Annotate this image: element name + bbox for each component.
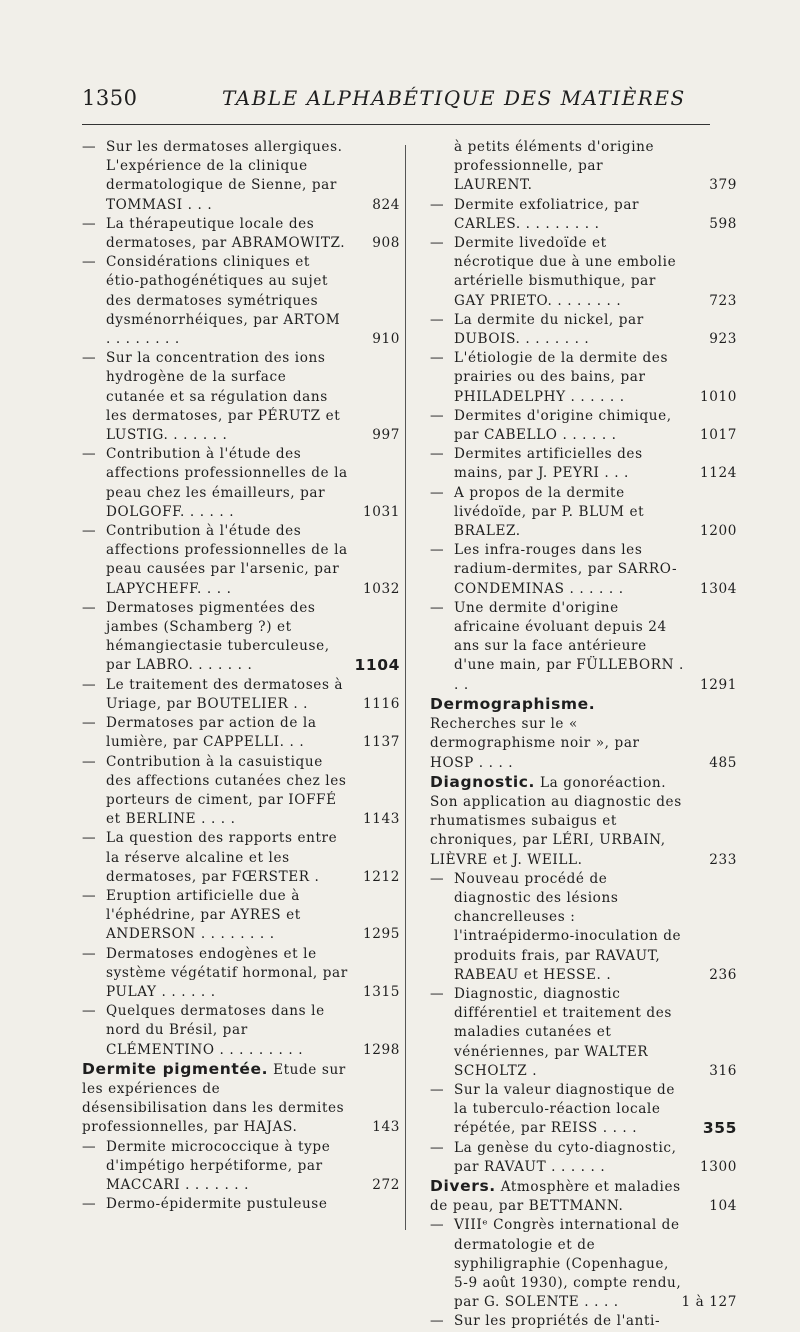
index-entry [430, 311, 737, 349]
page-reference: 1143 [363, 811, 400, 828]
index-entry [82, 714, 400, 752]
page-reference: 908 [372, 235, 400, 252]
entry-dash: — [430, 350, 445, 367]
entry-text: Une dermite d'origine africaine évoluant depuis 24 ans sur la face antérieure d'une main, par FÜLLEBORN . . . [454, 599, 684, 693]
index-entry [82, 753, 400, 830]
entry-text: A propos de la dermite livédoïde, par P. BLUM et BRALEZ. [454, 484, 645, 540]
entry-dash: — [430, 542, 445, 559]
entry-text: Contribution à la casuistique des affections cutanées chez les porteurs de ciment, par IOFFÉ et BERLINE . . . . [106, 753, 347, 828]
entry-text: Atmosphère et maladies de peau, par BETTMANN. [430, 1178, 681, 1215]
entry-text: La thérapeutique locale des dermatoses, par ABRAMOWITZ. [106, 215, 346, 252]
index-entry [430, 541, 737, 599]
page-number: 1350 [82, 86, 138, 110]
entry-text: L'étiologie de la dermite des prairies ou des bains, par PHILADELPHY . . . . . . [454, 350, 669, 405]
index-entry [430, 484, 737, 542]
page-reference: 910 [372, 331, 400, 348]
index-term: Dermite pigmentée. [82, 1059, 269, 1078]
page-reference: 1116 [363, 695, 400, 712]
index-entry [430, 138, 737, 196]
entry-dash: — [430, 1081, 445, 1098]
entry-text: La dermite du nickel, par DUBOIS. . . . . . . . [454, 311, 644, 348]
entry-text: Dermites d'origine chimique, par CABELLO . . . . . . [454, 407, 672, 444]
entry-dash: — [82, 887, 97, 904]
index-entry [82, 215, 400, 253]
page-reference: 1291 [700, 676, 737, 693]
index-entry [82, 1138, 400, 1196]
page-reference: 316 [709, 1062, 737, 1079]
index-entry [82, 676, 400, 714]
page-reference: 485 [709, 754, 737, 771]
index-entry [430, 695, 737, 773]
index-entry [430, 407, 737, 445]
entry-dash: — [82, 830, 97, 847]
header-rule [82, 124, 710, 125]
entry-dash: — [82, 1138, 97, 1155]
index-entry [430, 870, 737, 985]
entry-dash: — [82, 254, 97, 271]
entry-text: Dermite exfoliatrice, par CARLES. . . . . . . . . [454, 196, 640, 232]
index-entry [430, 234, 737, 311]
entry-text: Contribution à l'étude des affections professionnelles de la peau causées par l'arsenic, par LAPYCHEFF. . . . [106, 523, 348, 597]
entry-dash: — [430, 407, 445, 424]
entry-text: à petits éléments d'origine professionnelle, par LAURENT. [454, 139, 655, 194]
entry-text: Les infra-rouges dans les radium-dermites, par SARRO-CONDEMINAS . . . . . . [454, 542, 678, 597]
entry-dash: — [430, 484, 445, 501]
entry-dash: — [430, 235, 445, 252]
page-reference: 1300 [700, 1158, 737, 1175]
page-reference: 1017 [700, 427, 737, 444]
entry-text: Dermatoses endogènes et le système végétatif hormonal, par PULAY . . . . . . [106, 945, 348, 1000]
entry-dash: — [82, 1196, 97, 1213]
page-reference: 379 [709, 177, 737, 194]
entry-dash: — [82, 215, 97, 232]
index-term: Dermographisme. [430, 694, 596, 713]
entry-text: La question des rapports entre la réserve alcaline et les dermatoses, par FŒRSTER . [106, 830, 338, 885]
index-entry [82, 1060, 400, 1138]
index-entry [82, 522, 400, 599]
page-reference: 1032 [363, 580, 400, 597]
page-reference: 1298 [363, 1041, 400, 1058]
entry-text: Sur la concentration des ions hydrogène de la surface cutanée et sa régulation dans les dermatoses, par PÉRUTZ et LUSTIG. . . . . . . [106, 350, 341, 444]
entry-text: Dermite micrococcique à type d'impétigo herpétiforme, par MACCARI . . . . . . . [106, 1138, 331, 1193]
entry-dash: — [82, 676, 97, 693]
entry-text: Dermatoses pigmentées des jambes (Schamberg ?) et hémangiectasie tuberculeuse, par LABRO. . . . . . . [106, 599, 330, 674]
entry-dash: — [430, 599, 445, 616]
index-entry [430, 773, 737, 870]
index-term: Divers. [430, 1176, 496, 1195]
index-entry [430, 1177, 737, 1216]
entry-text: VIIIᵉ Congrès international de dermatologie et de syphiligraphie (Copenhague, 5-9 août 1930), compte rendu, par G. SOLENTE . . . . [454, 1217, 682, 1311]
page-reference: 1031 [363, 503, 400, 520]
entry-dash: — [82, 350, 97, 367]
index-entry [82, 253, 400, 349]
page-reference: 1295 [363, 926, 400, 943]
index-entry [82, 1195, 400, 1214]
entry-text: Dermites artificielles des mains, par J. PEYRI . . . [454, 446, 643, 482]
index-entry [82, 1002, 400, 1060]
page-reference: 143 [372, 1119, 400, 1136]
entry-text: Recherches sur le « dermographisme noir », par HOSP . . . . [430, 716, 640, 771]
index-entry [82, 445, 400, 522]
index-entry [82, 945, 400, 1003]
index-entry [82, 138, 400, 215]
entry-dash: — [82, 139, 97, 155]
index-entry [430, 1312, 737, 1331]
entry-dash: — [82, 715, 97, 732]
index-entry [82, 887, 400, 945]
entry-dash: — [82, 599, 97, 616]
entry-dash: — [430, 985, 445, 1002]
entry-dash: — [82, 446, 97, 463]
entry-dash: — [430, 1313, 445, 1330]
page-reference: 1137 [363, 734, 400, 751]
entry-dash: — [430, 446, 445, 463]
entry-text: Diagnostic, diagnostic différentiel et traitement des maladies cutanées et vénériennes, par WALTER SCHOLTZ . [454, 985, 672, 1079]
index-entry [430, 1216, 737, 1312]
page-reference: 233 [709, 851, 737, 868]
entry-text: Dermite livedoïde et nécrotique due à une embolie artérielle bismuthique, par GAY PRIETO. . . . . . . . [454, 235, 677, 309]
index-entry [430, 599, 737, 695]
running-title: TABLE ALPHABÉTIQUE DES MATIÈRES [222, 86, 686, 110]
entry-dash: — [82, 753, 97, 770]
page-reference: 355 [702, 1119, 737, 1138]
page-reference: 1200 [700, 523, 737, 540]
page-reference: 997 [372, 427, 400, 444]
entry-text: Sur la valeur diagnostique de la tuberculo-réaction locale répétée, par REISS . . . . [454, 1081, 675, 1137]
entry-text: Quelques dermatoses dans le nord du Brésil, par CLÉMENTINO . . . . . . . . . [106, 1003, 325, 1058]
page-reference: 1 à 127 [681, 1294, 737, 1311]
entry-text: Considérations cliniques et étio-pathogénétiques au sujet des dermatoses symétriques dysménorrhéiques, par ARTOM . . . . . . . . [106, 254, 341, 348]
entry-text: Sur les dermatoses allergiques. L'expérience de la clinique dermatologique de Sienne, par TOMMASI . . . [106, 139, 343, 213]
entry-dash: — [82, 523, 97, 540]
page-reference: 1315 [363, 983, 400, 1000]
index-entry [430, 1081, 737, 1139]
index-entry [82, 349, 400, 445]
entry-text: Dermo-épidermite pustuleuse [106, 1196, 328, 1213]
index-entry [430, 349, 737, 407]
index-term: Diagnostic. [430, 772, 536, 791]
entry-text: Nouveau procédé de diagnostic des lésions chancrelleuses : l'intraépidermo-inoculation de produits frais, par RAVAUT, RABEAU et HESSE. . [454, 870, 682, 983]
entry-dash: — [82, 1003, 97, 1020]
entry-dash: — [430, 311, 445, 328]
index-entry [430, 196, 737, 234]
column-divider [405, 145, 406, 1230]
entry-dash: — [430, 1217, 445, 1234]
entry-text: La gonoréaction. Son application au diagnostic des rhumatismes subaigus et chroniques, par LÉRI, URBAIN, LIÈVRE et J. WEILL. [430, 774, 682, 868]
index-entry [430, 985, 737, 1081]
page-reference: 1124 [700, 465, 737, 482]
entry-dash: — [430, 196, 445, 213]
index-column-right [430, 138, 737, 1332]
index-column-left [82, 138, 400, 1214]
entry-text: Sur les propriétés de l'anti- [454, 1313, 661, 1330]
page-reference: 598 [709, 215, 737, 232]
entry-text: La genèse du cyto-diagnostic, par RAVAUT . . . . . . [454, 1139, 677, 1175]
entry-text: Le traitement des dermatoses à Uriage, par BOUTELIER . . [106, 676, 344, 712]
page-reference: 236 [709, 966, 737, 983]
page-reference: 1104 [354, 656, 400, 675]
entry-text: Etude sur les expériences de désensibilisation dans les dermites professionnelles, par HAJAS. [82, 1061, 346, 1136]
index-entry [430, 1139, 737, 1177]
page-reference: 272 [372, 1176, 400, 1193]
page-reference: 824 [372, 196, 400, 213]
index-entry [430, 445, 737, 483]
entry-text: Contribution à l'étude des affections professionnelles de la peau chez les émailleurs, par DOLGOFF. . . . . . [106, 446, 348, 520]
page-reference: 923 [709, 331, 737, 348]
entry-text: Dermatoses par action de la lumière, par CAPPELLI. . . [106, 715, 317, 751]
entry-dash: — [430, 1139, 445, 1156]
page-reference: 1212 [363, 868, 400, 885]
entry-dash: — [82, 945, 97, 962]
page-reference: 104 [709, 1198, 737, 1215]
index-entry [82, 599, 400, 676]
index-entry [82, 829, 400, 887]
entry-text: Eruption artificielle due à l'éphédrine, par AYRES et ANDERSON . . . . . . . . [106, 887, 301, 943]
page-reference: 1010 [700, 388, 737, 405]
entry-dash: — [430, 870, 445, 887]
page-reference: 723 [709, 292, 737, 309]
page-reference: 1304 [700, 580, 737, 597]
